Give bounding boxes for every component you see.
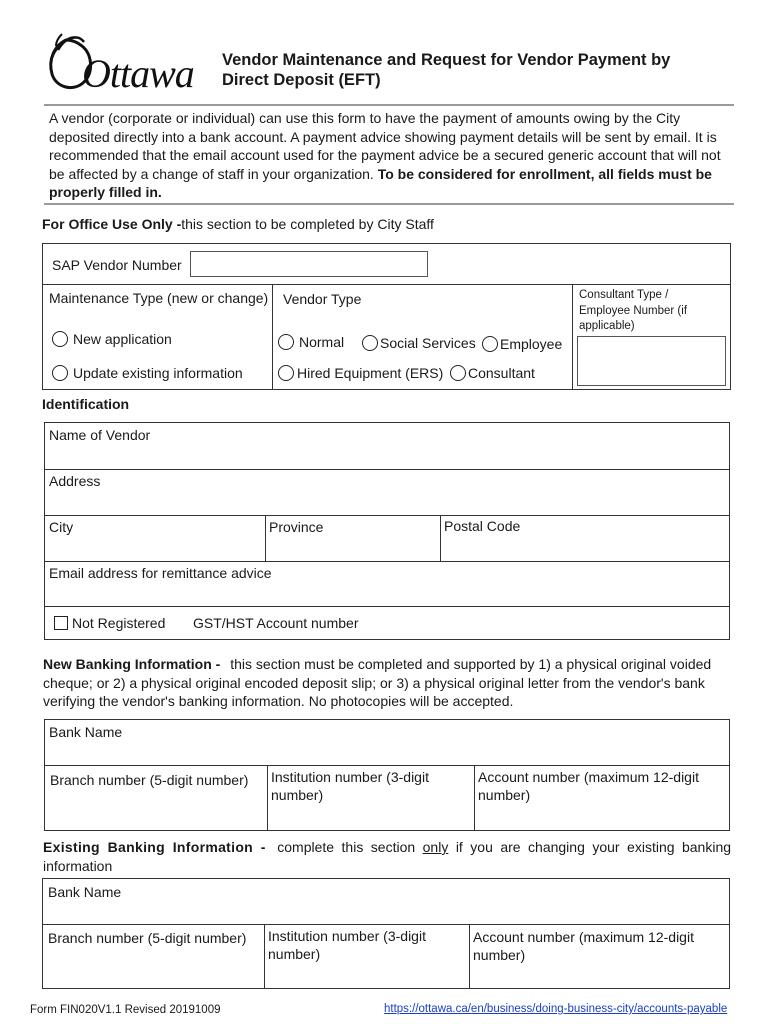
city-field[interactable]: City <box>49 519 74 535</box>
not-registered-option[interactable] <box>54 614 165 632</box>
existing-bank-divider <box>42 924 730 925</box>
new-branch-number-field[interactable]: Branch number (5-digit number) <box>50 772 249 788</box>
update-existing-option[interactable] <box>52 364 243 382</box>
normal-option[interactable] <box>278 333 344 351</box>
new-bank-col-1 <box>267 765 268 831</box>
id-divider-2 <box>44 515 730 516</box>
address-field[interactable]: Address <box>49 473 101 489</box>
accounts-payable-link[interactable]: https://ottawa.ca/en/business/doing-business-city/accounts-payable <box>384 1003 728 1015</box>
consultant-radio[interactable] <box>450 365 466 381</box>
id-divider-1 <box>44 469 730 470</box>
social-services-option[interactable] <box>362 334 476 352</box>
existing-account-number-field[interactable]: Account number (maximum 12-digit number) <box>473 929 694 963</box>
intro-bold-text: To be considered for enrollment, all fields must be properly filled in. <box>49 165 712 200</box>
update-existing-label: Update existing information <box>73 365 243 381</box>
sap-vendor-number-input[interactable] <box>190 251 428 277</box>
form-title-line2: Direct Deposit (EFT) <box>222 71 381 89</box>
normal-radio[interactable] <box>278 334 294 350</box>
intro-paragraph <box>49 109 739 202</box>
employee-option[interactable] <box>482 335 562 353</box>
new-bank-col-2 <box>474 765 475 831</box>
existing-banking-only: only <box>422 839 449 855</box>
existing-banking-heading: Existing Banking Information - <box>43 839 266 855</box>
hired-equipment-radio[interactable] <box>278 365 294 381</box>
email-remittance-field[interactable]: Email address for remittance advice <box>49 565 272 581</box>
form-title <box>222 50 670 90</box>
hired-equipment-option[interactable] <box>278 364 443 382</box>
new-banking-intro <box>43 655 733 711</box>
intro-divider <box>44 203 734 205</box>
id-divider-4 <box>44 606 730 607</box>
postal-code-field[interactable]: Postal Code <box>444 518 521 534</box>
consultant-number-input[interactable] <box>577 336 726 386</box>
form-id: Form FIN020V1.1 Revised 20191009 <box>30 1004 221 1016</box>
not-registered-label: Not Registered <box>72 615 166 631</box>
new-bank-name-field[interactable]: Bank Name <box>49 724 123 740</box>
new-application-option[interactable] <box>52 330 172 348</box>
identification-section <box>44 422 730 640</box>
new-account-number-field[interactable]: Account number (maximum 12-digit number) <box>478 769 699 803</box>
new-application-radio[interactable] <box>52 331 68 347</box>
new-bank-divider <box>44 765 730 766</box>
new-institution-number-field[interactable]: Institution number (3-digit number) <box>271 769 429 803</box>
consultant-label: Consultant <box>468 365 535 381</box>
social-services-radio[interactable] <box>362 335 378 351</box>
province-field[interactable]: Province <box>269 519 324 535</box>
office-row-divider <box>42 284 731 285</box>
city-logo <box>44 32 194 98</box>
id-col-divider-2 <box>440 515 441 561</box>
gst-hst-field[interactable]: GST/HST Account number <box>193 615 359 631</box>
existing-banking-text-pre: complete this section <box>277 839 416 855</box>
sap-vendor-label: SAP Vendor Number <box>52 257 182 273</box>
existing-banking-intro <box>43 838 731 875</box>
existing-bank-col-1 <box>264 924 265 989</box>
employee-label: Employee <box>500 336 563 352</box>
existing-bank-col-2 <box>469 924 470 989</box>
maintenance-type-label: Maintenance Type (new or change) <box>49 290 269 306</box>
new-banking-text: this section must be completed and supported by 1) a physical original voided cheque; or 2) a physical original encoded deposit slip; or 3) a physical original letter from the vendor's bank verifying the vendor's banking information. No photocopies will be accepted. <box>43 656 712 709</box>
office-use-title: For Office Use Only - <box>42 216 182 232</box>
form-title-line1: Vendor Maintenance and Request for Vendor Payment by <box>222 51 671 69</box>
office-use-subtitle: this section to be completed by City Staff <box>181 216 434 232</box>
identification-heading: Identification <box>42 396 130 412</box>
update-existing-radio[interactable] <box>52 365 68 381</box>
id-col-divider-1 <box>265 515 266 561</box>
new-banking-heading: New Banking Information - <box>43 656 221 672</box>
not-registered-checkbox[interactable] <box>54 616 68 630</box>
normal-label: Normal <box>299 334 345 350</box>
title-divider <box>44 104 734 106</box>
existing-banking-text-post: if you are changing your existing banking information <box>43 839 732 874</box>
logo-text: Ottawa <box>82 51 194 96</box>
intro-text: A vendor (corporate or individual) can use this form to have the payment of amounts owing by the City deposited directly into a bank account. A payment advice showing payment details will be sent by email. It is recommended that the email account used for the payment advice be a secured generic account that will not be affected by a change of staff in your organization. <box>49 110 721 182</box>
id-divider-3 <box>44 561 730 562</box>
office-col-divider-1 <box>272 284 273 390</box>
office-use-heading <box>42 215 434 233</box>
consultant-option[interactable] <box>450 364 535 382</box>
name-of-vendor-field[interactable]: Name of Vendor <box>49 427 151 443</box>
hired-equipment-label: Hired Equipment (ERS) <box>297 365 444 381</box>
office-col-divider-2 <box>572 284 573 390</box>
consultant-type-label: Consultant Type / Employee Number (if applicable) <box>579 289 688 332</box>
new-application-label: New application <box>73 331 172 347</box>
existing-branch-number-field[interactable]: Branch number (5-digit number) <box>48 930 247 946</box>
existing-institution-number-field[interactable]: Institution number (3-digit number) <box>268 928 426 962</box>
existing-bank-name-field[interactable]: Bank Name <box>48 884 122 900</box>
vendor-type-label: Vendor Type <box>283 291 362 307</box>
employee-radio[interactable] <box>482 336 498 352</box>
social-services-label: Social Services <box>380 335 476 351</box>
